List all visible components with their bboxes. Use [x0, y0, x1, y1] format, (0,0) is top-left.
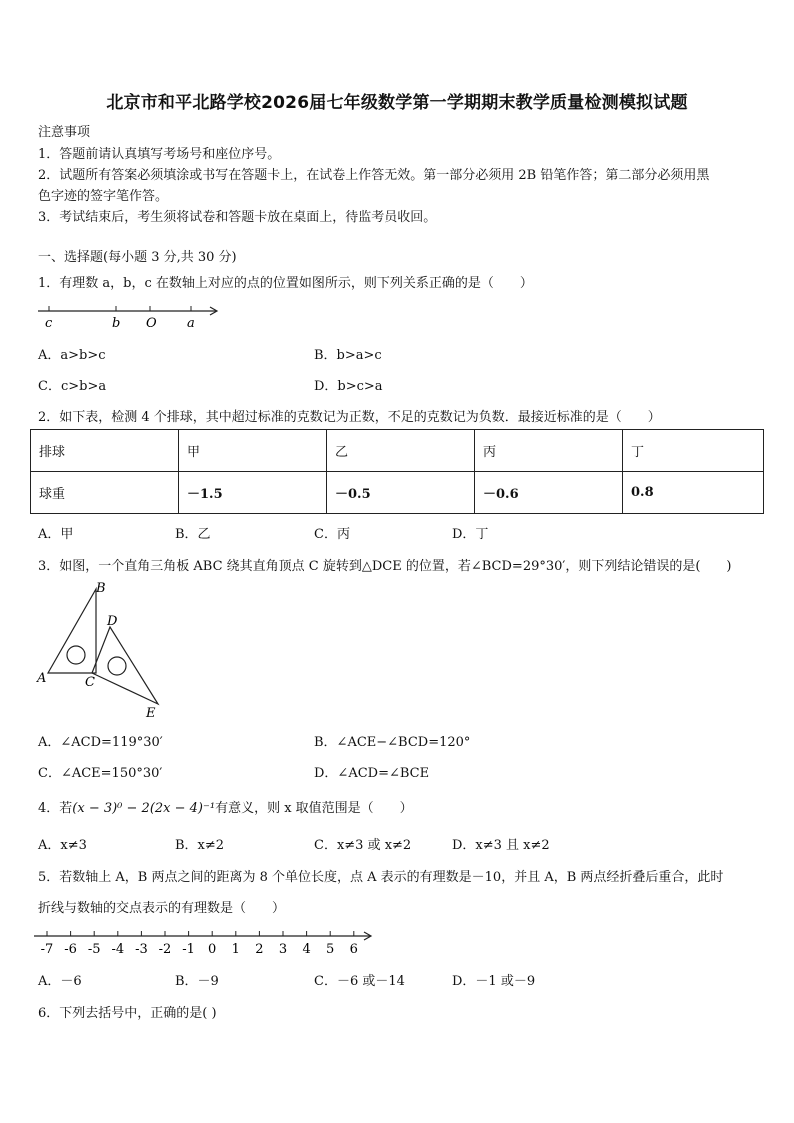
table-cell: －0.5: [327, 472, 475, 514]
q4-option-d[interactable]: D．x≠3 且 x≠2: [452, 838, 550, 853]
table-cell: 甲: [179, 430, 327, 472]
q2-stem: 2．如下表，检测 4 个排球，其中超过标准的克数记为正数，不足的克数记为负数．最接近标准的是（ ）: [38, 410, 661, 425]
q4-stem-prefix: 4．若: [38, 801, 73, 816]
label-a: A: [37, 671, 47, 686]
q6-stem: 6．下列去括号中，正确的是( ): [38, 1006, 217, 1021]
label-e: E: [146, 706, 156, 721]
table-row: [31, 472, 764, 514]
q4-option-c[interactable]: C．x≠3 或 x≠2: [314, 838, 412, 853]
page-title: 北京市和平北路学校2026届七年级数学第一学期期末教学质量检测模拟试题: [106, 93, 688, 113]
label-b: B: [96, 581, 106, 596]
table-cell: 丁: [623, 430, 764, 472]
axis-tick-label: -4: [111, 942, 125, 957]
axis-tick-label: 6: [349, 942, 358, 957]
q4-option-b[interactable]: B．x≠2: [175, 838, 225, 853]
section-heading: 一、选择题(每小题 3 分,共 30 分): [38, 250, 237, 265]
notice-item-2-cont: 色字迹的签字笔作答。: [38, 189, 169, 204]
axis-tick-label: 4: [302, 942, 311, 957]
axis-tick-label: -1: [182, 942, 195, 957]
axis-tick-label: 1: [231, 942, 240, 957]
q1-option-d[interactable]: D．b>c>a: [314, 379, 383, 394]
q4-stem-suffix: 有意义，则 x 取值范围是（ ）: [215, 801, 413, 816]
q4-stem: [38, 797, 413, 816]
q2-option-c[interactable]: C．丙: [314, 527, 350, 542]
q2-option-d[interactable]: D．丁: [452, 527, 489, 542]
axis-tick-label: 0: [208, 942, 217, 957]
q1-option-c[interactable]: C．c>b>a: [38, 379, 107, 394]
q1-number-line: [36, 300, 226, 334]
label-a: a: [187, 316, 195, 331]
axis-tick-label: -3: [135, 942, 148, 957]
q4-option-a[interactable]: A．x≠3: [38, 838, 87, 853]
notice-item-3: 3．考试结束后，考生须将试卷和答题卡放在桌面上，待监考员收回。: [38, 210, 437, 225]
label-c: c: [45, 316, 53, 331]
axis-tick-label: -5: [87, 942, 101, 957]
q5-option-c[interactable]: C．－6 或－14: [314, 974, 405, 989]
table-cell: 乙: [327, 430, 475, 472]
q3-triangle-figure: [34, 578, 170, 723]
table-row: [31, 430, 764, 472]
q2-table: [30, 429, 764, 514]
label-b: b: [112, 316, 121, 331]
table-cell: 排球: [31, 430, 179, 472]
q4-expression: (x − 3)⁰ − 2(2x − 4)⁻¹: [72, 801, 216, 816]
table-cell: 丙: [475, 430, 623, 472]
axis-tick-label: -2: [158, 942, 172, 957]
q3-stem: 3．如图，一个直角三角板 ABC 绕其直角顶点 C 旋转到△DCE 的位置，若∠BCD=29°30′，则下列结论错误的是( ): [38, 559, 732, 574]
q1-stem: 1．有理数 a，b，c 在数轴上对应的点的位置如图所示，则下列关系正确的是（ ）: [38, 276, 533, 291]
axis-tick-label: 5: [326, 942, 335, 957]
q5-stem-line2: 折线与数轴的交点表示的有理数是（ ）: [38, 901, 286, 916]
q1-option-a[interactable]: A．a>b>c: [38, 348, 106, 363]
table-cell: －1.5: [179, 472, 327, 514]
label-d: D: [107, 614, 118, 629]
table-cell: －0.6: [475, 472, 623, 514]
q1-option-b[interactable]: B．b>a>c: [314, 348, 382, 363]
q3-option-d[interactable]: D．∠ACD=∠BCE: [314, 766, 430, 781]
axis-tick-label: 3: [278, 942, 288, 957]
notice-heading: 注意事项: [38, 125, 91, 140]
q5-option-b[interactable]: B．－9: [175, 974, 219, 989]
q5-number-line: [32, 926, 377, 960]
axis-tick-label: -6: [64, 942, 77, 957]
table-cell: 球重: [31, 472, 179, 514]
q5-stem-line1: 5．若数轴上 A，B 两点之间的距离为 8 个单位长度，点 A 表示的有理数是－10，并且 A，B 两点经折叠后重合，此时: [38, 870, 724, 885]
q5-option-a[interactable]: A．－6: [38, 974, 82, 989]
q3-option-c[interactable]: C．∠ACE=150°30′: [38, 766, 163, 781]
table-cell: 0.8: [623, 472, 764, 514]
q3-option-b[interactable]: B．∠ACE−∠BCD=120°: [314, 735, 471, 750]
q5-option-d[interactable]: D．－1 或－9: [452, 974, 536, 989]
notice-item-1: 1．答题前请认真填写考场号和座位序号。: [38, 147, 281, 162]
q2-option-b[interactable]: B．乙: [175, 527, 211, 542]
label-o: O: [146, 316, 157, 331]
q3-option-a[interactable]: A．∠ACD=119°30′: [38, 735, 163, 750]
q2-option-a[interactable]: A．甲: [38, 527, 74, 542]
label-c: C: [85, 675, 95, 690]
axis-tick-label: -7: [40, 942, 54, 957]
axis-tick-label: 2: [255, 942, 264, 957]
notice-item-2: 2．试题所有答案必须填涂或书写在答题卡上，在试卷上作答无效。第一部分必须用 2B 铅笔作答；第二部分必须用黑: [38, 168, 710, 183]
